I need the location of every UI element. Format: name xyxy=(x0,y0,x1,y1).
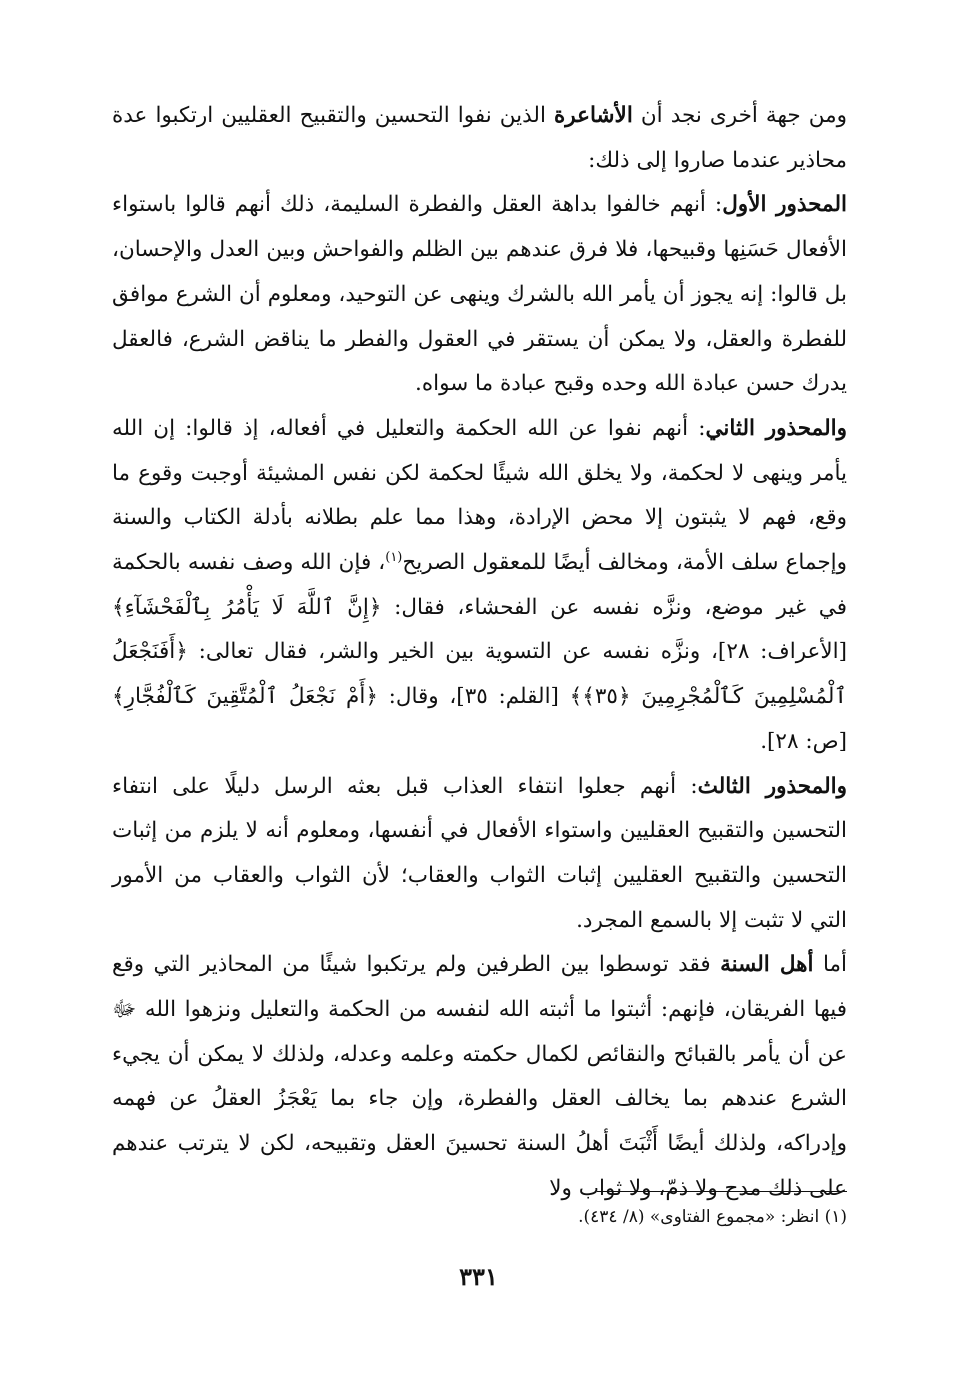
paragraph-third-objection xyxy=(112,765,847,944)
paragraph-intro-text: الذين نفوا التحسين والتقبيح العقليين ارتكبوا عدة محاذير عندما صاروا إلى ذلك: xyxy=(112,103,847,173)
term-ahl-sunna: أهل السنة xyxy=(720,952,814,978)
paragraph-first-objection xyxy=(112,183,847,407)
footnote-separator xyxy=(597,1191,847,1192)
paragraph-first-objection-text: : أنهم خالفوا بداهة العقل والفطرة السليمة، ذلك أنهم قالوا باستواء الأفعال حَسَنِها وقبيحها، فلا فرق عندهم بين الظلم والفواحش وبين العدل والإحسان، بل قالوا: إنه يجوز أن يأمر الله بالشرك وينهى عن التوحيد، ومعلوم أن الشرع موافق للفطرة والعقل، ولا يمكن أن يستقر في العقول والفطر ما يناقض الشرع، فالعقل يدرك حسن عبادة الله وحده وقبح عبادة ما سواه. xyxy=(112,192,847,397)
footnote: (١) انظر: «مجموع الفتاوى» (٨/ ٤٣٤). xyxy=(578,1207,847,1227)
paragraph-ahl-sunna xyxy=(112,943,847,1211)
paragraph-second-objection xyxy=(112,407,847,765)
paragraph-ahl-sunna-text: فقد توسطوا بين الطرفين ولم يرتكبوا شيئًا من المحاذير التي وقع فيها الفريقان، فإنهم: أثبتوا ما أثبته الله لنفسه من الحكمة والتعليل ونزهوا الله ﷻ عن أن يأمر بالقبائح والنقائص لكمال حكمته وعلمه وعدله، ولذلك لا يمكن أن يجيء الشرع عندهم بما يخالف العقل والفطرة، وإن جاء بما يَعْجَزُ العقلُ عن فهمه وإدراكه، ولذلك أيضًا أَثْبَتَ أهلُ السنة تحسينَ العقل وتقبيحه، لكن لا يترتب عندهم على ذلك مدح ولا ذمّ، ولا ثواب ولا xyxy=(112,952,847,1201)
term-ashaira: الأشاعرة xyxy=(554,103,633,128)
paragraph-ahl-sunna-before: أما xyxy=(813,952,847,978)
paragraph-second-objection-text-b: ، فإن الله وصف نفسه بالحكمة في غير موضع، ونزَّه نفسه عن الفحشاء، فقال: ﴿إِنَّ ٱللَّهَ لَا يَأْمُرُ بِٱلْفَحْشَآءِ﴾ [الأعراف: ٢٨]، ونزَّه نفسه عن التسوية بين الخير والشر، فقال تعالى: ﴿أَفَنَجْعَلُ ٱلْمُسْلِمِينَ كَٱلْمُجْرِمِينَ ﴿٣٥﴾﴾ [القلم: ٣٥]، وقال: ﴿أَمْ نَجْعَلُ ٱلْمُتَّقِينَ كَٱلْفُجَّارِ﴾ [ص: ٢٨]. xyxy=(112,550,848,754)
paragraph-intro xyxy=(112,94,847,183)
paragraph-intro-before: ومن جهة أخرى نجد أن xyxy=(632,103,847,128)
paragraph-second-objection-text-a: : أنهم نفوا عن الله الحكمة والتعليل في أفعاله، إذ قالوا: إن الله يأمر وينهى لا لحكمة، ولا يخلق الله شيئًا لحكمة لكن نفس المشيئة أوجبت وقوع ما وقع، فهم لا يثبتون إلا محض الإرادة، وهذا مما علم بطلانه بأدلة الكتاب والسنة وإجماع سلف الأمة، ومخالف أيضًا للمعقول الصريح xyxy=(112,415,847,576)
heading-second-objection: والمحذور الثاني xyxy=(705,415,847,441)
paragraph-third-objection-text: : أنهم جعلوا انتفاء العذاب قبل بعثه الرسل دليلًا على انتفاء التحسين والتقبيح العقليين واستواء الأفعال في أنفسها، ومعلوم أنه لا يلزم من إثبات التحسين والتقبيح العقليين إثبات الثواب والعقاب؛ لأن الثواب والعقاب من الأمور التي لا تثبت إلا بالسمع المجرد. xyxy=(112,773,847,933)
footnote-marker[interactable]: (١) xyxy=(385,549,403,565)
heading-third-objection: والمحذور الثالث xyxy=(697,773,847,799)
heading-first-objection: المحذور الأول xyxy=(722,192,847,218)
page-number: ٣٣١ xyxy=(459,1262,498,1291)
